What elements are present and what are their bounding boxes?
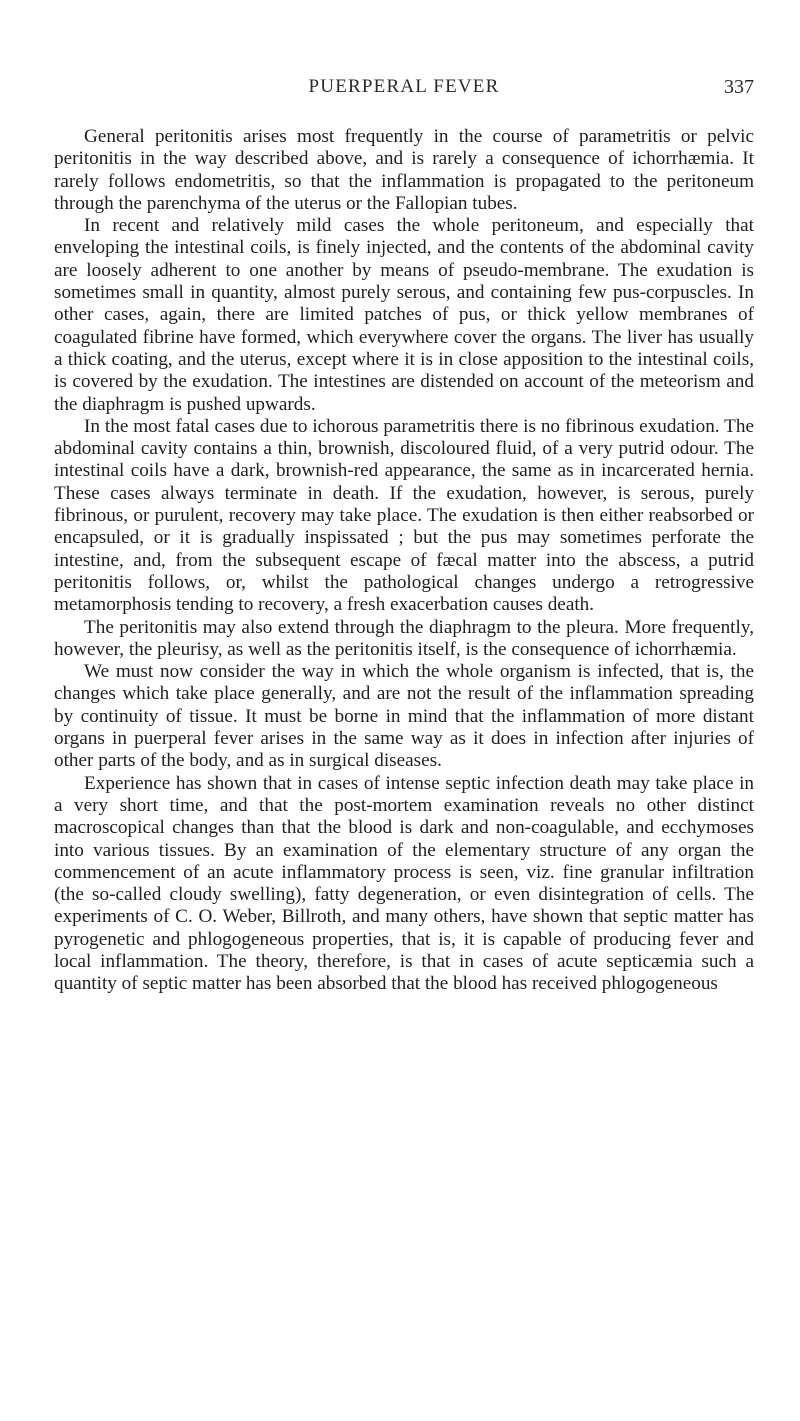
paragraph-septic-infection: Experience has shown that in cases of intense septic infection death may take place in a very short time, and that the post-mortem examination reveals no other distinct macroscopical changes than that the blood is dark and non-coagulable, and ecchymoses into various tissues. By an examination of the elementary structure of any organ the commencement of an acute inflammatory process is seen, viz. fine granular infiltration (the so-called cloudy swelling), fatty degeneration, or even disintegration of cells. The experiments of C. O. Weber, Billroth, and many others, have shown that septic matter has pyrogenetic and phlogogeneous properties, that is, it is capable of producing fever and local inflammation. The theory, therefore, is that in cases of acute septicæmia such a quantity of septic matter has been absorbed that the blood has received phlogogeneous <box>54 772 754 995</box>
paragraph-general-peritonitis: General peritonitis arises most frequently in the course of parametritis or pelvic peritonitis in the way described above, and is rarely a consequence of ichorrhæmia. It rarely follows endometritis, so that the inflammation is propagated to the peritoneum through the parenchyma of the uterus or the Fallopian tubes. <box>54 126 754 214</box>
paragraph-fatal-cases: In the most fatal cases due to ichorous parametritis there is no fibrinous exudation. The abdominal cavity contains a thin, brownish, discoloured fluid, of a very putrid odour. The intestinal coils have a dark, brownish-red appearance, the same as in incarcerated hernia. These cases always terminate in death. If the exudation, however, is serous, purely fibrinous, or purulent, recovery may take place. The exudation is then either reabsorbed or encapsuled, or it is gradually inspissated ; but the pus may sometimes perforate the intestine, and, from the subsequent escape of fæcal matter into the abscess, a putrid peritonitis follows, or, whilst the pathological changes undergo a retrogressive metamorphosis tending to recovery, a fresh exacerbation causes death. <box>54 415 754 616</box>
page-number: 337 <box>724 76 754 98</box>
running-title: PUERPERAL FEVER <box>308 76 500 97</box>
paragraph-organism-infection: We must now consider the way in which the whole organism is infected, that is, the changes which take place generally, and are not the result of the inflammation spreading by continuity of tissue. It must be borne in mind that the inflammation of more distant organs in puerperal fever arises in the same way as it does in infection after injuries of other parts of the body, and as in surgical diseases. <box>54 661 754 772</box>
paragraph-mild-cases: In recent and relatively mild cases the whole peritoneum, and especially that enveloping the intestinal coils, is finely injected, and the contents of the abdominal cavity are loosely adherent to one another by means of pseudo-membrane. The exudation is sometimes small in quantity, almost purely serous, and containing few pus-corpuscles. In other cases, again, there are limited patches of pus, or thick yellow membranes of coagulated fibrine have formed, which everywhere cover the organs. The liver has usually a thick coating, and the uterus, except where it is in close apposition to the intestinal coils, is covered by the exudation. The intestines are distended on account of the meteorism and the diaphragm is pushed upwards. <box>54 215 754 415</box>
body-text <box>54 126 754 996</box>
paragraph-pleura: The peritonitis may also extend through the diaphragm to the pleura. More frequently, however, the pleurisy, as well as the peritonitis itself, is the consequence of ichorrhæmia. <box>54 616 754 660</box>
running-head <box>54 76 754 100</box>
